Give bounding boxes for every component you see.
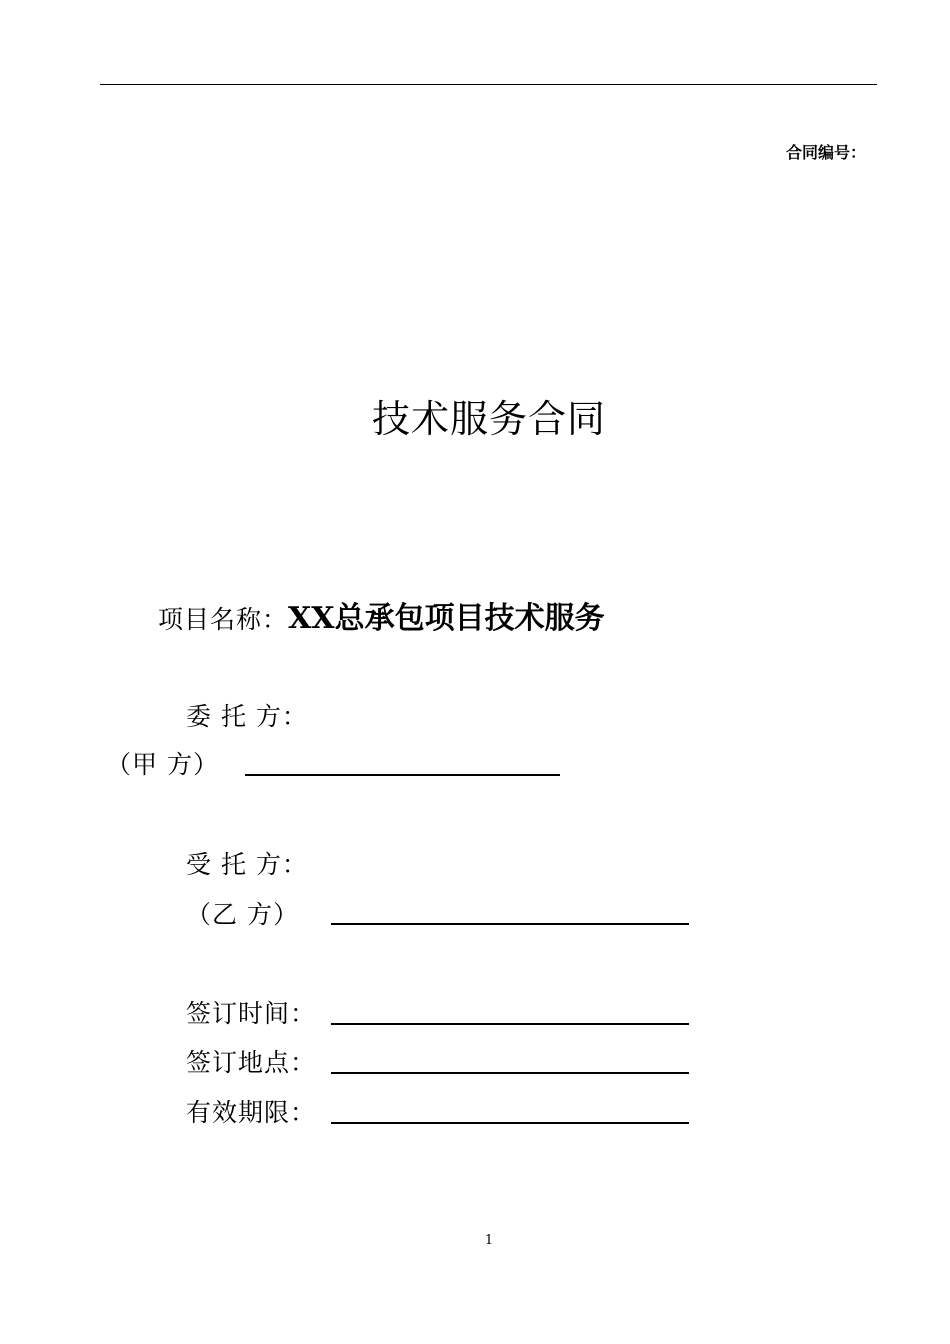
page-number: 1 (484, 1233, 494, 1248)
client-field-line[interactable] (245, 774, 560, 776)
project-name-label: 项目名称： (158, 605, 289, 634)
sign-time-field-line[interactable] (331, 1023, 689, 1025)
project-name-value: XX总承包项目技术服务 (288, 601, 605, 636)
sign-place-label: 签订地点： (186, 1048, 317, 1077)
client-label: 委 托 方： (186, 702, 308, 731)
header-rule (100, 84, 877, 85)
client-sub-label: （甲 方） (106, 750, 219, 779)
contract-number-label: 合同编号： (785, 143, 866, 162)
sign-time-label: 签订时间： (186, 999, 317, 1028)
contractor-field-line[interactable] (331, 923, 689, 925)
project-name-row (158, 593, 605, 637)
contractor-label: 受 托 方： (186, 850, 308, 879)
validity-field-line[interactable] (331, 1122, 689, 1124)
contractor-sub-label: （乙 方） (186, 900, 299, 929)
validity-label: 有效期限： (186, 1098, 317, 1127)
document-title: 技术服务合同 (371, 397, 606, 441)
sign-place-field-line[interactable] (331, 1072, 689, 1074)
